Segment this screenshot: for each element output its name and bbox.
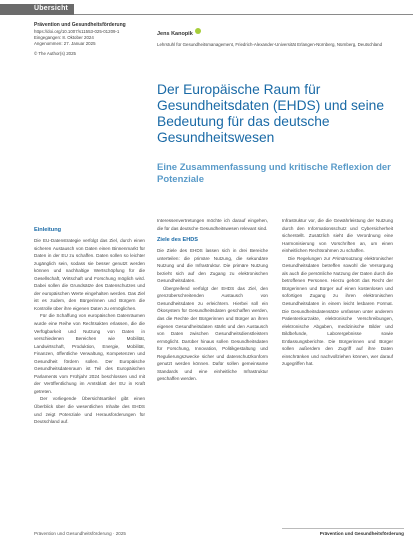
footer-left: Prävention und Gesundheitsförderung · 2025 bbox=[34, 531, 126, 536]
paragraph: Die Ziele des EHDS lassen sich in drei Bereiche unterteilen: die primäre Nutzung, die sekundäre Nutzung und die Infrastruktur. Die primäre Nutzung bezieht sich auf den Zugang zu elektronischen Gesundheitsdaten. bbox=[157, 248, 268, 284]
article-title: Der Europäische Raum für Gesundheitsdaten (EHDS) und seine Bedeutung für das deutsche Gesundheitswesen bbox=[157, 82, 385, 145]
paragraph: Für die Schaffung von europäischen Datenräumen wurde eine Reihe von Rechtsakten erlassen, die die Verfügbarkeit und Nutzung von Daten in verschiedenen Bereichen wie Mobilität, Landwirtschaft, Produktion, Energie, Mobilität, Finanzen, öffentliche Verwaltung, Kompetenzen und Gesundheit fördern sollen. Der Europäische Gesundheitsdatenraum ist Teil des Europäischen Parlaments vom Frühjahr 2024 beschlossen und mit der Veröffentlichung im Amtsblatt der EU in Kraft getreten. bbox=[34, 313, 145, 394]
author-name[interactable]: Jens Kanopik bbox=[157, 31, 193, 37]
doi-link[interactable]: https://doi.org/10.1007/s11553-025-01209-1 bbox=[34, 29, 120, 34]
footer-divider bbox=[282, 528, 404, 529]
orcid-icon[interactable] bbox=[195, 28, 201, 34]
author-affiliation: Lehrstuhl für Gesundheitsmanagement, Friedrich-Alexander-Universität Erlangen-Nürnberg, Nürnberg, Deutschland bbox=[157, 42, 383, 47]
text-column-3 bbox=[282, 217, 393, 368]
section-divider bbox=[74, 14, 413, 15]
paragraph: Übergreifend verfolgt der EHDS das Ziel, den grenzüberschreitenden Austausch von Gesundheitsdaten zu erleichtern. Hierbei soll ein Ökosystem für Gesundheitsdaten geschaffen werden, das die Rechte der Bürgerinnen und Bürger an ihren eigenen Gesundheitsdaten stärkt und den Austausch von Daten zwischen Gesundheitsdienstleistern ermöglicht. Darüber hinaus sollen Gesundheitsdaten für Forschung, Innovation, Politikgestaltung und Regulierungszwecke sicher und datenschutzkonform genutzt werden können. Dafür sollen gemeinsame Standards und eine einheitliche Infrastruktur geschaffen werden. bbox=[157, 285, 268, 382]
accepted-date: Angenommen: 27. Januar 2025 bbox=[34, 41, 96, 46]
paragraph-body: elektronischer Gesundheitsdaten betreffen sowohl die Versorgung als auch die persönliche Nutzung der Daten durch die betroffenen Personen. Hierzu gehört das Recht der Bürgerinnen und Bürger auf einen kostenlosen und sofortigen Zugang zu ihren elektronischen Gesundheitsdaten in einem leicht lesbaren Format. Die Gesundheitsdatensätze umfassen unter anderem Patientenkurzakte, elektronische Verschreibungen, elektronische Abgaben, medizinische Bilder und Bildbefunde, Laborergebnisse sowie Entlassungsberichte. Die Bürgerinnen und Bürger sollen außerdem den Zugriff auf ihre Daten einschränken und nachvollziehen können, wer darauf zugegriffen hat. bbox=[282, 255, 393, 367]
received-date: Eingegangen: 8. Oktober 2024 bbox=[34, 35, 94, 40]
section-label: Übersicht bbox=[34, 5, 69, 12]
paragraph bbox=[282, 255, 393, 368]
section-tab bbox=[0, 4, 74, 15]
paragraph: Die EU-Datenstrategie verfolgt das Ziel, durch einen sicheren Austausch von Daten einen Binnenmarkt für Daten in der EU zu schaffen. Daten sollen so leichter zugänglich sein, sodass sie besser genutzt werden können und nachhaltige Wertschöpfung für die Gesellschaft, Wirtschaft und Forschung möglich wird. Dabei sollen die Grundsätze des Datenschutzes und der europäischen Werte eingehalten werden. Das Ziel ist es zudem, den Bürgerinnen und Bürgern die Kontrolle über ihre eigenen Daten zu ermöglichen. bbox=[34, 238, 145, 311]
section-heading-introduction: Einleitung bbox=[34, 227, 62, 233]
article-meta bbox=[34, 22, 144, 57]
paragraph: Interessenvertretungen möchte ich darauf eingehen, die für das deutsche Gesundheitswesen relevant sind. bbox=[157, 218, 268, 231]
text-column-2 bbox=[157, 217, 268, 383]
section-heading-goals: Ziele des EHDS bbox=[157, 237, 199, 244]
paragraph: Der vorliegende Übersichtsartikel gibt einen Überblick über die wesentlichen Inhalte des EHDS und zeigt Potenziale und Herausforderungen für Deutschland auf. bbox=[34, 396, 145, 425]
paragraph: Infrastruktur vor, die die Gewährleistung der Nutzung durch den Informationsschutz und Cybersicherheit sicherstellt. Zusätzlich sieht die Verordnung eine Harmonisierung von Vorschriften an, um einen einheitlichen Rechtsrahmen zu schaffen. bbox=[282, 218, 393, 254]
article-subtitle: Eine Zusammenfassung und kritische Reflexion der Potenziale bbox=[157, 162, 391, 185]
author-block bbox=[157, 22, 402, 48]
copyright-notice: © The Author(s) 2025 bbox=[34, 51, 76, 56]
paragraph-lead: Die Regelungen zur bbox=[288, 255, 333, 261]
footer-journal: Prävention und Gesundheitsförderung bbox=[319, 531, 404, 536]
journal-name: Prävention und Gesundheitsförderung bbox=[34, 22, 126, 28]
text-column-1 bbox=[34, 226, 145, 426]
emphasis-term: Primärnutzung bbox=[332, 255, 363, 261]
